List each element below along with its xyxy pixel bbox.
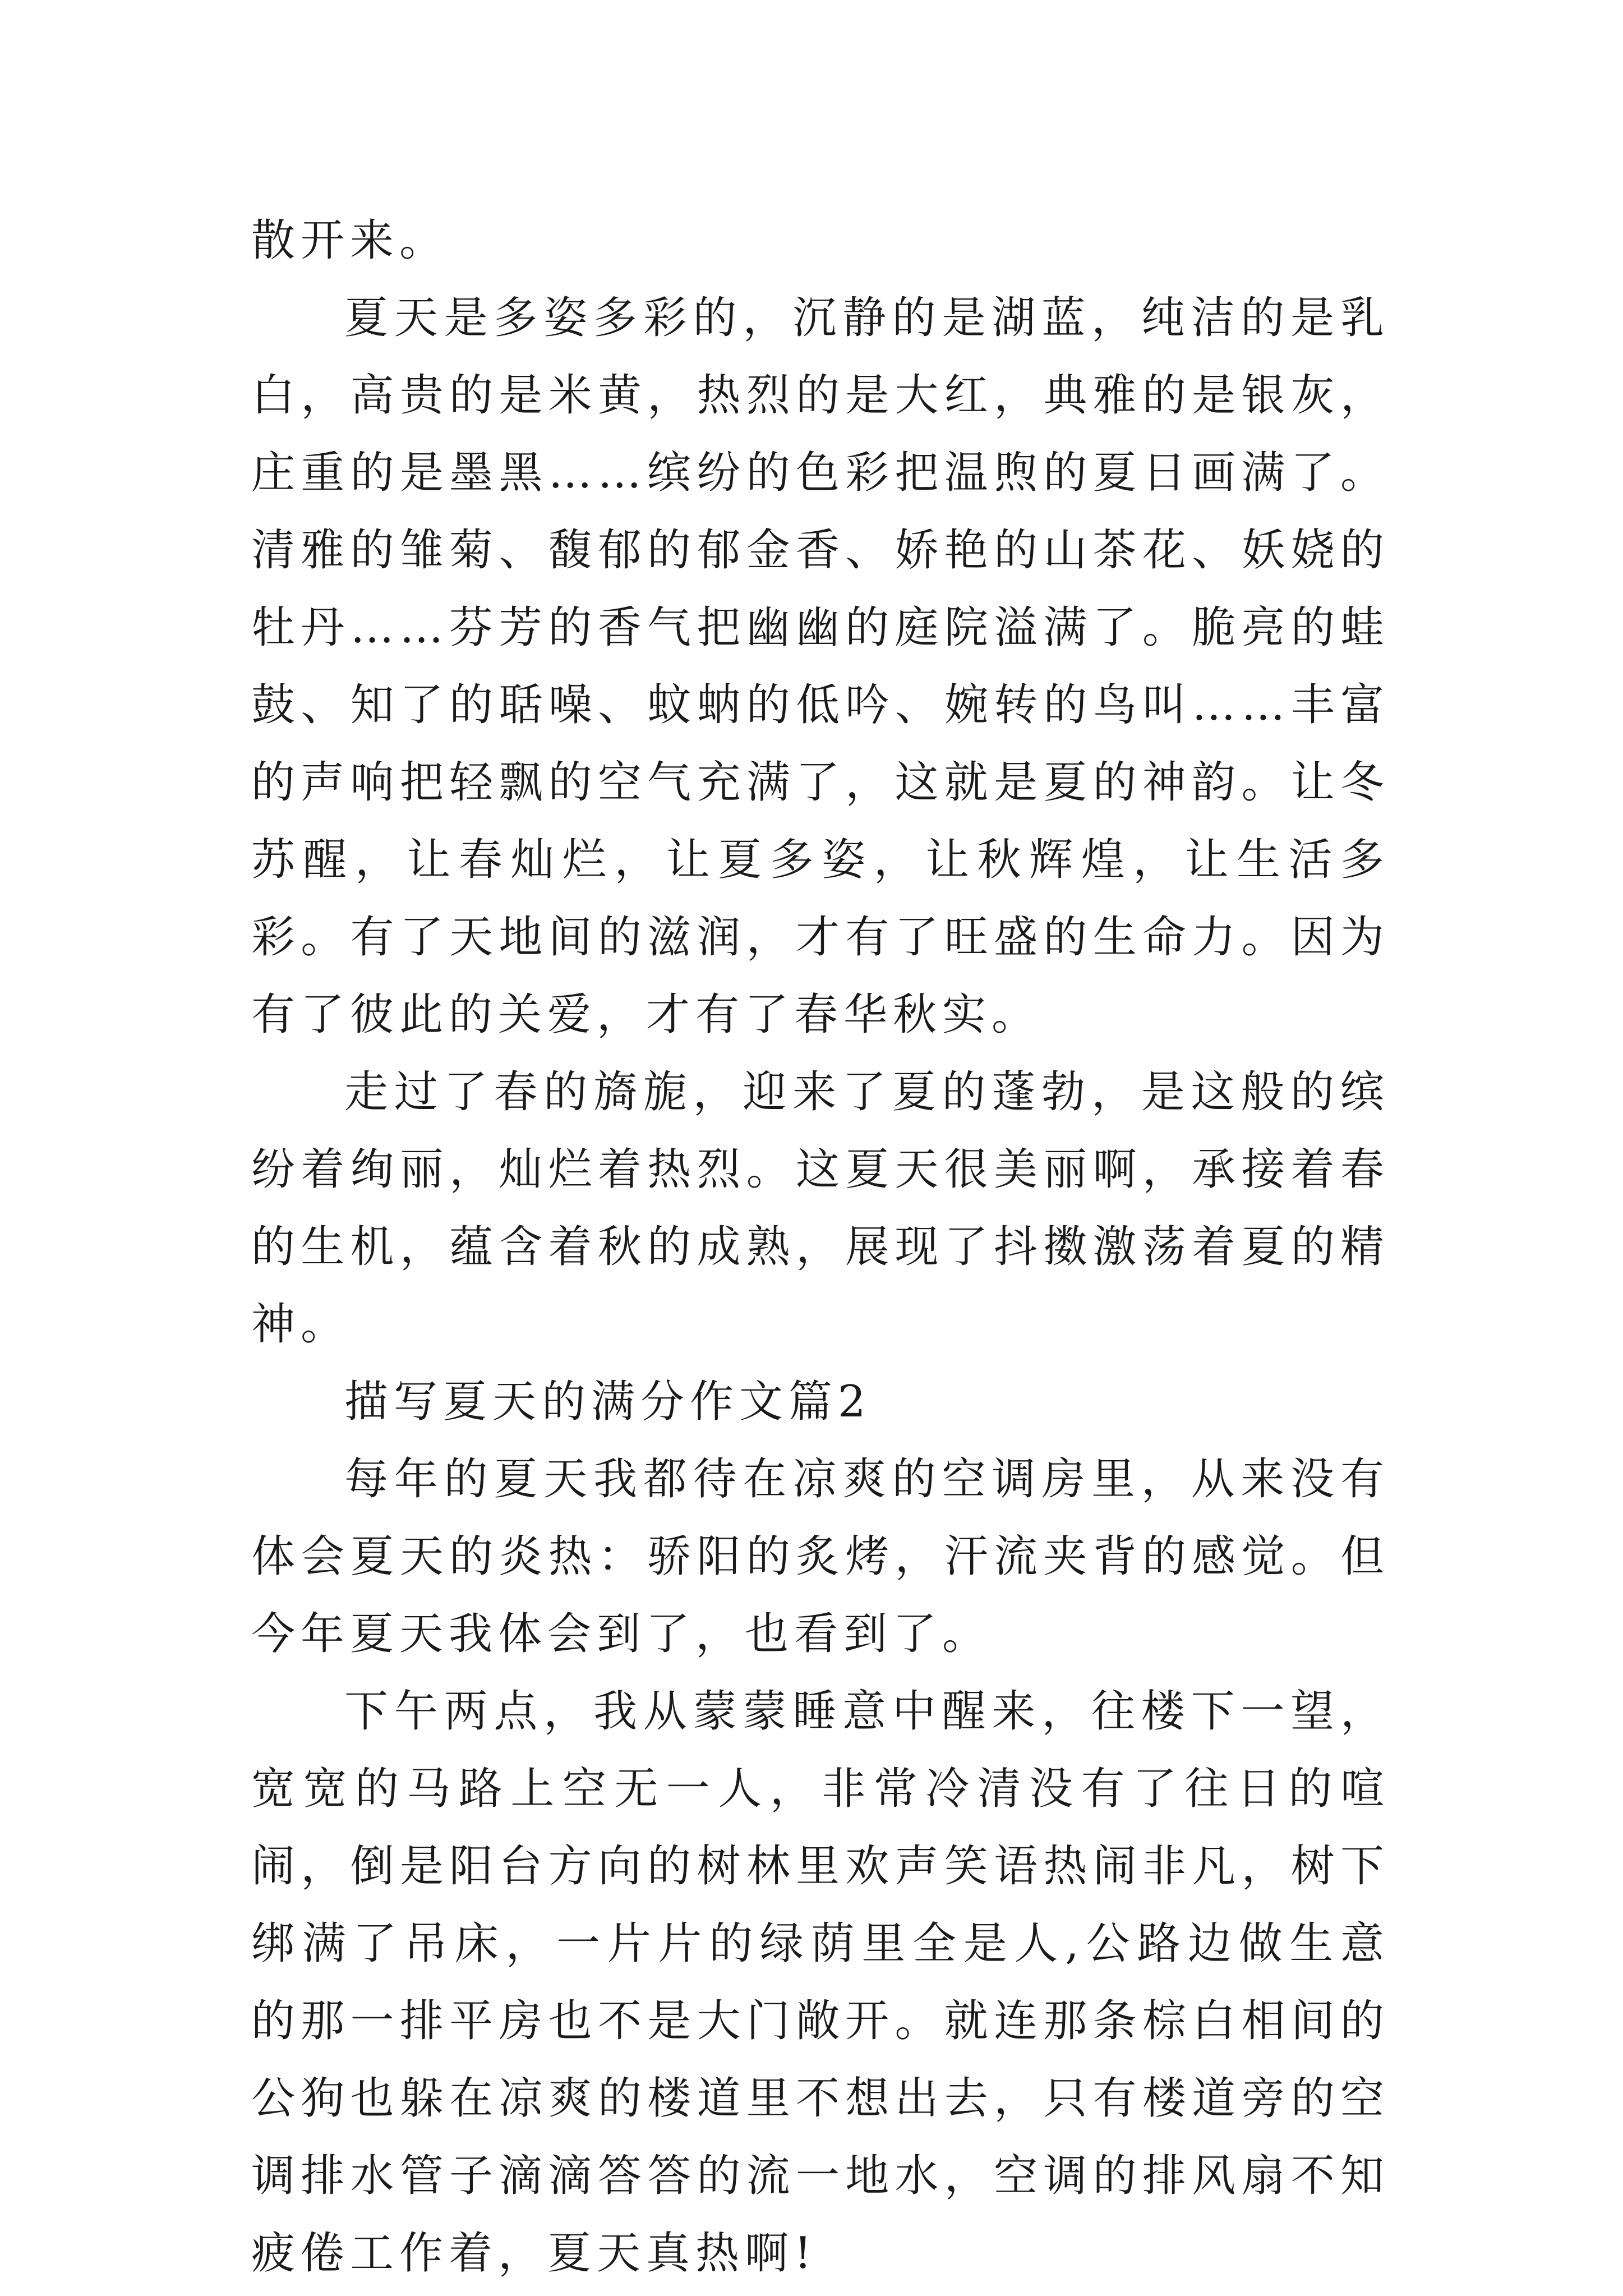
paragraph-summer-colors: 夏天是多姿多彩的，沉静的是湖蓝，纯洁的是乳白，高贵的是米黄，热烈的是大红，典雅的是银灰，庄重的是墨黑……缤纷的色彩把温煦的夏日画满了。清雅的雏菊、馥郁的郁金香、娇艳的山茶花、妖娆的牡丹……芬芳的香气把幽幽的庭院溢满了。脆亮的蛙鼓、知了的聒噪、蚊蚋的低吟、婉转的鸟叫……丰富的声响把轻飘的空气充满了，这就是夏的神韵。让冬苏醒，让春灿烂，让夏多姿，让秋辉煌，让生活多彩。有了天地间的滋润，才有了旺盛的生命力。因为有了彼此的关爱，才有了春华秋实。 bbox=[251, 293, 1390, 1040]
paragraph-afternoon-scene: 下午两点，我从蒙蒙睡意中醒来，往楼下一望，宽宽的马路上空无一人，非常冷清没有了往日的喧闹，倒是阳台方向的树林里欢声笑语热闹非凡，树下绑满了吊床，一片片的绿荫里全是人,公路边做生意的那一排平房也不是大门敞开。就连那条棕白相间的公狗也躲在凉爽的楼道里不想出去，只有楼道旁的空调排水管子滴滴答答的流一地水，空调的排风扇不知疲倦工作着，夏天真热啊! bbox=[251, 1686, 1390, 2279]
paragraph-continuation: 散开来。 bbox=[251, 215, 449, 266]
document-body bbox=[251, 202, 1390, 2292]
paragraph-summer-vigor: 走过了春的旖旎，迎来了夏的蓬勃，是这般的缤纷着绚丽，灿烂着热烈。这夏天很美丽啊，承接着春的生机，蕴含着秋的成熟，展现了抖擞激荡着夏的精神。 bbox=[251, 1067, 1390, 1350]
section-heading: 描写夏天的满分作文篇2 bbox=[344, 1377, 872, 1427]
paragraph-air-conditioned-room: 每年的夏天我都待在凉爽的空调房里，从来没有体会夏天的炎热：骄阳的炙烤，汗流夹背的感觉。但今年夏天我体会到了，也看到了。 bbox=[251, 1454, 1390, 1659]
